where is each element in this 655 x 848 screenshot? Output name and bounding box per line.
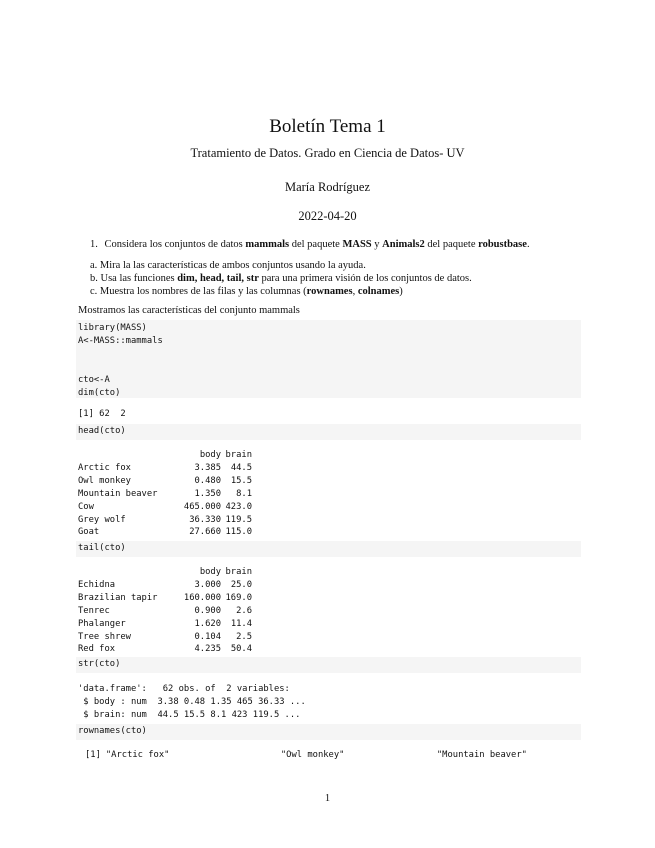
list-item-text: Mira la las características de ambos conjuntos usando la ayuda. [99, 260, 366, 271]
cell-brain: 50.4 [230, 644, 252, 655]
code-chunk-rownames: rownames(cto) [76, 724, 581, 740]
cell-brain: 423.0 [225, 501, 252, 512]
exercise-sub-list [90, 259, 610, 298]
str-output-line: 'data.frame': 62 obs. of 2 variables: [78, 684, 290, 694]
code-line: dim(cto) [78, 388, 121, 398]
row-name: Grey wolf [78, 514, 126, 525]
column-header-brain: brain [225, 567, 252, 577]
table-row [78, 592, 252, 605]
list-marker: a. [90, 260, 98, 271]
table-row [78, 526, 252, 539]
head-output-table [78, 449, 252, 539]
list-item-bold: dim, head, tail, str [177, 273, 259, 284]
cell-brain: 11.4 [230, 618, 252, 629]
str-output-line: $ body : num 3.38 0.48 1.35 465 36.33 ... [78, 697, 306, 707]
page-number: 1 [324, 793, 331, 804]
table-row [78, 462, 252, 475]
intro-paragraph: Mostramos las características del conjunto mammals [78, 305, 300, 316]
tail-output-table [78, 566, 252, 656]
row-name: Tree shrew [78, 631, 131, 642]
list-item-bold-colnames: colnames [357, 286, 400, 297]
code-chunk-tail: tail(cto) [76, 541, 581, 557]
code-line: library(MASS) [78, 323, 147, 333]
list-marker: c. [90, 286, 98, 297]
row-name: Phalanger [78, 618, 126, 629]
cell-body: 1.620 [194, 618, 221, 629]
code-chunk-str: str(cto) [76, 657, 581, 673]
list-marker: b. [90, 273, 98, 284]
blank-line [78, 348, 581, 361]
list-item-text-post: ) [399, 286, 403, 297]
list-item-text-post: para una primera visión de los conjuntos de datos. [258, 273, 472, 284]
row-name: Echidna [78, 579, 116, 590]
rowname-value: "Mountain beaver" [436, 750, 527, 760]
cell-brain: 25.0 [230, 579, 252, 590]
table-row [78, 643, 252, 656]
cell-brain: 169.0 [225, 592, 252, 603]
rowname-value: "Arctic fox" [105, 750, 170, 760]
rownames-output [76, 749, 583, 762]
exercise-number: 1. [90, 239, 98, 250]
code-chunk-setup [76, 320, 581, 398]
row-name: Goat [78, 527, 100, 538]
cell-body: 1.350 [194, 488, 221, 499]
cell-body: 3.385 [194, 462, 221, 473]
cell-brain: 15.5 [230, 475, 252, 486]
list-item-bold-rownames: rownames [306, 286, 353, 297]
table-row [78, 579, 252, 592]
exercise-bold-mammals: mammals [245, 239, 290, 250]
cell-body: 3.000 [194, 579, 221, 590]
row-name: Cow [78, 501, 94, 512]
row-name: Owl monkey [78, 475, 131, 486]
exercise-text-2: del paquete [289, 239, 343, 250]
row-name: Brazilian tapir [78, 592, 158, 603]
list-item-text-mid: , [352, 286, 358, 297]
code-chunk-head: head(cto) [76, 424, 581, 440]
cell-body: 4.235 [194, 644, 221, 655]
column-header-body: body [199, 567, 221, 577]
dim-output: [1] 62 2 [78, 409, 126, 419]
cell-body: 0.900 [194, 605, 221, 616]
cell-body: 36.330 [189, 514, 221, 525]
cell-body: 465.000 [183, 501, 221, 512]
cell-body: 160.000 [183, 592, 221, 603]
table-row [78, 618, 252, 631]
table-header-row [78, 449, 252, 462]
rowname-value: "Owl monkey" [280, 750, 345, 760]
table-row [78, 475, 252, 488]
exercise-bold-mass: MASS [342, 239, 372, 250]
cell-brain: 44.5 [230, 462, 252, 473]
column-header-body: body [199, 450, 221, 460]
exercise-text-4: del paquete [424, 239, 479, 250]
blank-line [78, 361, 581, 374]
table-header-row [78, 566, 252, 579]
cell-brain: 2.6 [236, 605, 252, 616]
exercise-bold-animals2: Animals2 [382, 239, 425, 250]
list-item-text-pre: Usa las funciones [100, 273, 178, 284]
column-header-brain: brain [225, 450, 252, 460]
output-index: [1] [85, 750, 101, 760]
code-line: cto<-A [78, 375, 110, 385]
table-row [78, 631, 252, 644]
cell-brain: 2.5 [236, 631, 252, 642]
table-row [78, 514, 252, 527]
exercise-bold-robustbase: robustbase [478, 239, 527, 250]
list-item [90, 272, 610, 285]
table-row [78, 605, 252, 618]
table-row [78, 501, 252, 514]
exercise-text-5: . [526, 239, 530, 250]
str-output [76, 683, 583, 722]
row-name: Red fox [78, 644, 116, 655]
cell-brain: 119.5 [225, 514, 252, 525]
document-title: Boletín Tema 1 [269, 116, 386, 137]
list-item [90, 285, 610, 298]
table-row [78, 488, 252, 501]
cell-body: 0.104 [194, 631, 221, 642]
cell-body: 0.480 [194, 475, 221, 486]
row-name: Tenrec [78, 605, 110, 616]
row-name: Mountain beaver [78, 488, 158, 499]
document-date: 2022-04-20 [298, 209, 357, 223]
cell-body: 27.660 [189, 527, 221, 538]
document-subtitle: Tratamiento de Datos. Grado en Ciencia de Datos- UV [190, 146, 465, 160]
exercise-text-1: Considera los conjuntos de datos [104, 239, 246, 250]
cell-brain: 115.0 [225, 527, 252, 538]
row-name: Arctic fox [78, 462, 131, 473]
document-author: María Rodríguez [284, 180, 371, 194]
code-line: A<-MASS::mammals [78, 336, 163, 346]
str-output-line: $ brain: num 44.5 15.5 8.1 423 119.5 ... [78, 710, 301, 720]
list-item-text-pre: Muestra los nombres de las filas y las columnas ( [99, 286, 307, 297]
exercise-statement [90, 238, 630, 251]
exercise-text-3: y [371, 239, 383, 250]
list-item [90, 259, 610, 272]
cell-brain: 8.1 [236, 488, 252, 499]
